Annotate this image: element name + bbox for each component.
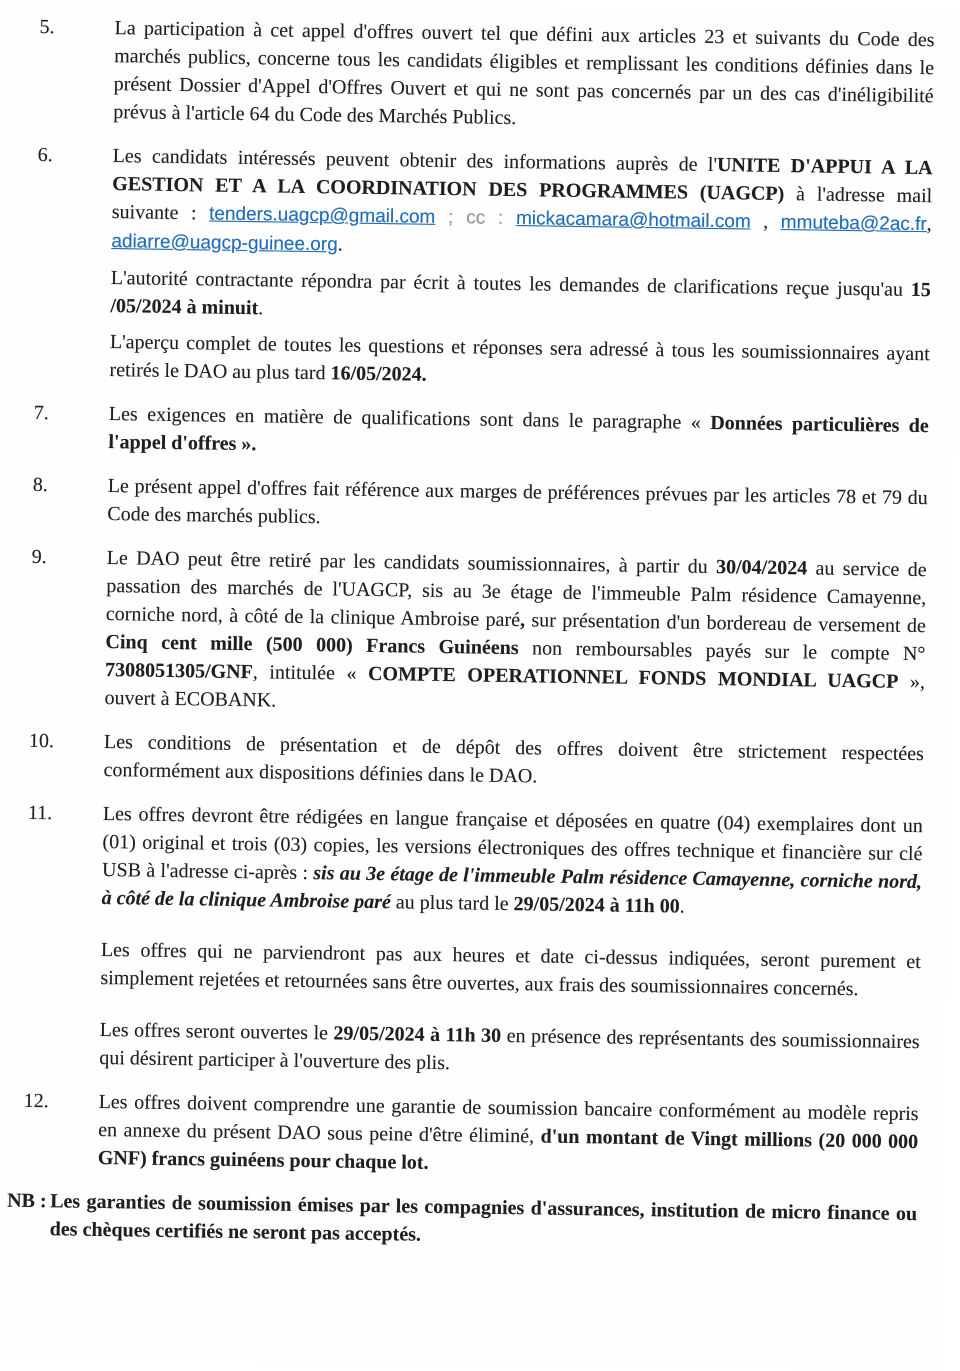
list-item-11 xyxy=(24,799,923,1084)
text-run: au service de passation des marchés de l'UAGCP, sis au 3e étage de l'immeuble Palm résidence Camayenne, corniche nord, à côté de la clinique Ambroise paré xyxy=(105,557,927,632)
text-run: Les offres devront être rédigées en langue française et déposées en quatre (04) exemplaires dont un (01) original et trois (03) copies, les versions électroniques des offres technique et financière sur clé USB à l'adresse ci-après : xyxy=(101,802,923,885)
list-item-8 xyxy=(32,471,928,540)
item-content xyxy=(104,544,926,724)
text-run: 16/05/2024. xyxy=(330,362,427,386)
text-run: d'un montant de Vingt millions (20 000 000 GNF) francs guinéens pour chaque lot. xyxy=(97,1125,919,1174)
text-run: L'autorité contractante répondra par écrit à toutes les demandes de clarifications reçue jusqu'au xyxy=(110,267,911,301)
item-number: NB : xyxy=(7,1189,47,1213)
text-run: ; cc : xyxy=(435,206,517,230)
text-run: Cinq cent mille (500 000) Francs Guinéens xyxy=(105,631,519,660)
text-run: , xyxy=(519,609,526,632)
text-run: . xyxy=(258,297,264,320)
paragraph xyxy=(107,472,928,540)
text-run: à l'adresse mail suivante : xyxy=(111,183,933,225)
paragraph xyxy=(99,1016,920,1084)
item-number: 10. xyxy=(28,729,55,753)
text-run: 30/04/2024 xyxy=(715,556,808,580)
text-run: , intitulée « xyxy=(252,661,369,685)
text-run: , xyxy=(926,213,932,236)
paragraph xyxy=(110,264,931,332)
list-item-12 xyxy=(23,1087,919,1184)
paragraph xyxy=(50,1187,918,1256)
email-link-tenders[interactable]: tenders.uagcp@gmail.com xyxy=(208,203,436,228)
paragraph xyxy=(111,142,933,268)
item-content xyxy=(98,1088,919,1184)
text-run: Les offres doivent comprendre une garantie de soumission bancaire conformément au modèle repris en annexe du présent DAO sous peine d'être éliminé, xyxy=(98,1090,919,1148)
text-run: sis au 3e étage de l'immeuble Palm résidence Camayenne, corniche nord, à côté de la clinique Ambroise paré xyxy=(101,862,923,914)
text-run: au plus tard le xyxy=(390,891,514,916)
text-run: UNITE D'APPUI A LA GESTION ET A LA COORDINATION DES PROGRAMMES (UAGCP) xyxy=(112,154,933,206)
paragraph xyxy=(103,728,924,796)
text-run: L'aperçu complet de toutes les questions et réponses sera adressé à tous les soumissionnaires ayant retirés le DAO au plus tard xyxy=(109,331,930,385)
text-run: , xyxy=(750,210,781,233)
text-run: », ouvert à ECOBANK. xyxy=(104,670,926,712)
text-run: Le DAO peut être retiré par les candidats soumissionnaires, à partir du xyxy=(106,547,717,579)
text-run: Les exigences en matière de qualifications sont dans le paragraphe « xyxy=(108,403,711,434)
text-run: COMPTE OPERATIONNEL FONDS MONDIAL UAGCP xyxy=(367,662,899,693)
item-content xyxy=(99,800,923,1084)
text-run: Les candidats intéressés peuvent obtenir des informations auprès de l' xyxy=(112,145,718,177)
email-link-adiarre[interactable]: adiarre@uagcp-guinee.org xyxy=(111,231,338,256)
paragraph xyxy=(100,936,921,1004)
item-number: 9. xyxy=(31,545,47,569)
item-content xyxy=(113,14,935,138)
paragraph xyxy=(113,14,935,138)
item-number: 8. xyxy=(32,473,48,497)
list-item-7 xyxy=(33,399,929,468)
paragraph xyxy=(101,800,923,924)
text-run: 7308051305/GNF xyxy=(104,659,253,684)
text-run: 29/05/2024 à 11h 30 xyxy=(333,1022,502,1047)
list-item-10 xyxy=(28,727,924,796)
text-run: La participation à cet appel d'offres ouvert tel que défini aux articles 23 et suivants du Code des marchés publics, concerne tous les candidats éligibles et remplissant les conditions définies dans le présent Dossier d'Appel d'Offres Ouvert et qui ne sont pas concernés par un des cas d'inéligibilité prévus à l'article 64 du Code des Marchés Publics. xyxy=(113,17,935,130)
paragraph xyxy=(109,328,930,396)
item-number: 5. xyxy=(39,15,55,39)
text-run: . xyxy=(337,233,343,256)
email-link-mmuteba[interactable]: mmuteba@2ac.fr xyxy=(780,211,927,236)
text-run: Données particulières de l'appel d'offres ». xyxy=(108,411,929,456)
paragraph xyxy=(108,400,929,468)
text-run: 15 /05/2024 à minuit xyxy=(110,278,931,320)
list-item-5 xyxy=(38,13,935,138)
text-run: en présence des représentants des soumissionnaires qui désirent participer à l'ouverture des plis. xyxy=(99,1024,920,1075)
text-run: 29/05/2024 à 11h 00 xyxy=(513,893,680,918)
paragraph xyxy=(104,544,926,724)
text-run: . xyxy=(679,895,685,918)
text-run: Les garanties de soumission émises par les compagnies d'assurances, institution de micro finance ou des chèques certifiés ne seront pas acceptés. xyxy=(49,1190,918,1246)
text-run: Les offres seront ouvertes le xyxy=(99,1018,334,1045)
text-run: non remboursables payés sur le compte N° xyxy=(518,637,926,666)
item-content xyxy=(103,728,924,796)
item-number: 12. xyxy=(23,1089,49,1113)
email-link-mickacamara[interactable]: mickacamara@hotmail.com xyxy=(515,208,751,233)
item-content xyxy=(50,1187,918,1256)
item-number: 6. xyxy=(37,143,53,167)
nb-item xyxy=(7,1187,918,1256)
document-body xyxy=(7,13,935,1256)
paragraph xyxy=(98,1088,919,1184)
text-run: Les conditions de présentation et de dépôt des offres doivent être strictement respectées conformément aux dispositions définies dans le DAO. xyxy=(103,730,925,788)
text-run: Les offres qui ne parviendront pas aux heures et date ci-dessus indiquées, seront purement et simplement rejetées et retournées sans être ouvertes, aux frais des soumissionnaires concernés. xyxy=(100,938,921,1001)
item-number: 11. xyxy=(27,801,53,825)
item-content xyxy=(107,472,928,540)
text-run: Le présent appel d'offres fait référence aux marges de préférences prévues par les articles 78 et 79 du Code des marchés publics. xyxy=(107,475,928,529)
item-content xyxy=(109,142,932,396)
list-item-9 xyxy=(29,543,926,724)
list-item-6 xyxy=(34,141,932,396)
text-run: sur présentation d'un bordereau de versement de xyxy=(524,609,926,638)
item-content xyxy=(108,400,929,468)
item-number: 7. xyxy=(33,401,50,425)
